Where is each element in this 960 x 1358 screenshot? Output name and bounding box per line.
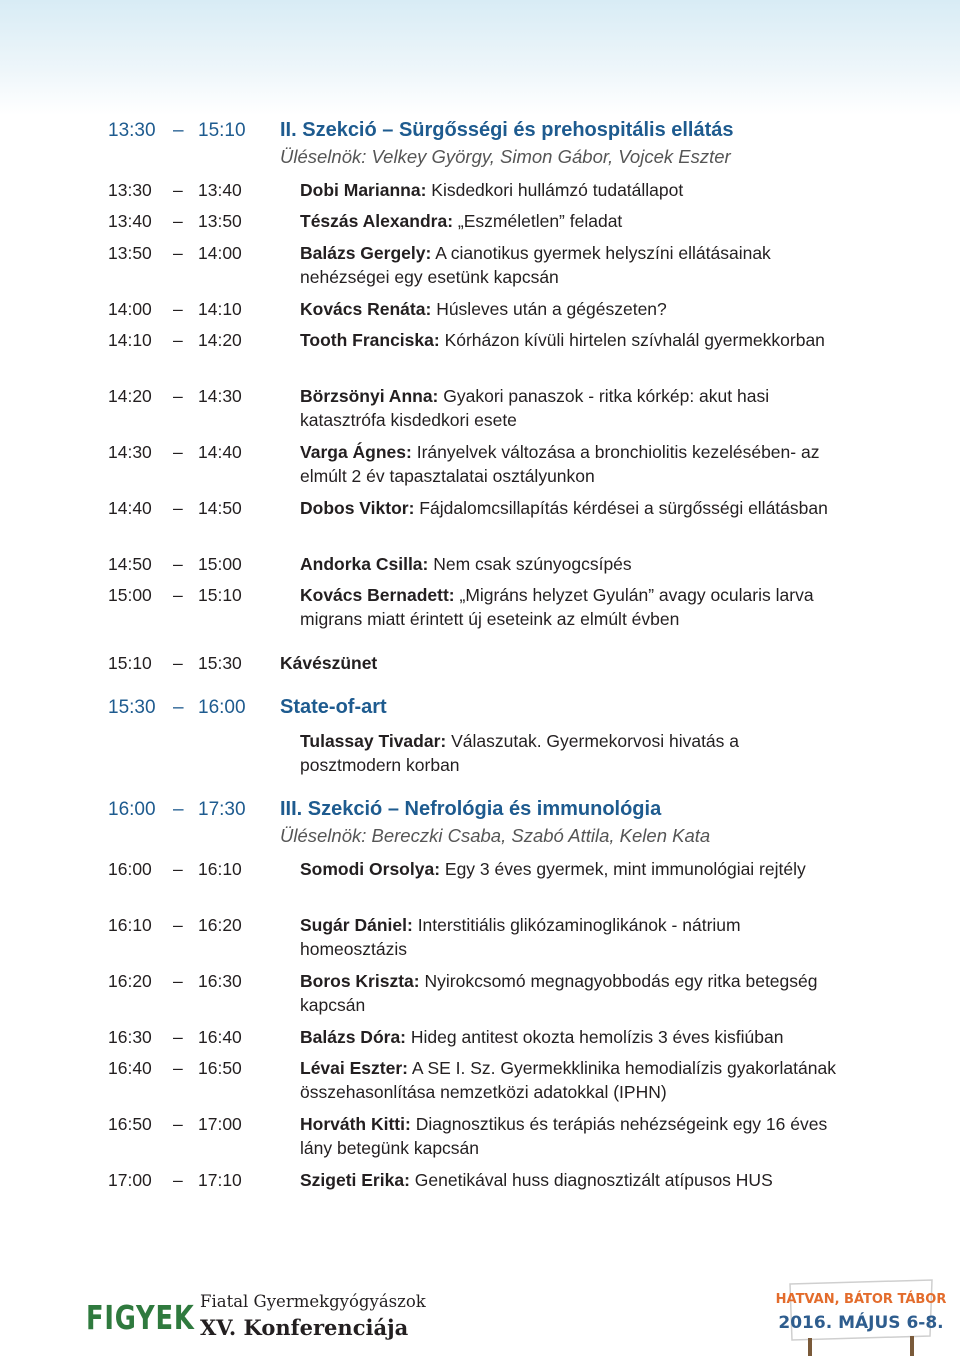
talk-title: Nyirokcsomó megnagyobbodás egy ritka betegség kapcsán [300, 971, 818, 1015]
talk-entry [300, 328, 840, 352]
talk-end-time: 16:40 [198, 1027, 242, 1047]
talk-entry [300, 969, 840, 1017]
figyek-logo: FIGYEK [86, 1298, 195, 1337]
talk-entry [300, 1112, 840, 1160]
state-of-art-start-time: 15:30 [108, 697, 156, 718]
talk-end-time: 13:40 [198, 180, 242, 200]
session-chairs: Üléselnök: Bereczki Csaba, Szabó Attila, Kelen Kata [280, 825, 711, 846]
talk-title: Húsleves után a gégészeten? [436, 299, 667, 319]
talk-entry [300, 729, 840, 777]
talk-title: Gyakori panaszok - ritka kórkép: akut hasi katasztrófa kisdedkori esete [300, 386, 770, 430]
talk-end-time: 16:30 [198, 971, 242, 991]
talk-title: Válaszutak. Gyermekorvosi hivatás a posztmodern korban [300, 731, 740, 775]
time-dash: – [173, 697, 184, 718]
talk-start-time: 14:50 [108, 554, 152, 574]
talk-entry [300, 297, 840, 321]
talk-start-time: 16:40 [108, 1058, 152, 1078]
talk-entry [300, 1025, 840, 1049]
time-dash: – [173, 330, 183, 350]
talk-end-time: 14:20 [198, 330, 242, 350]
session-end-time: 17:30 [198, 799, 246, 820]
talk-entry [300, 1168, 840, 1192]
talk-speaker: Varga Ágnes: [300, 442, 412, 462]
talk-end-time: 15:00 [198, 554, 242, 574]
talk-speaker: Horváth Kitti: [300, 1114, 411, 1134]
session-start-time: 16:00 [108, 799, 156, 820]
talk-title: Genetikával huss diagnosztizált atípusos HUS [414, 1170, 773, 1190]
time-dash: – [173, 120, 184, 141]
time-dash: – [173, 653, 183, 673]
session-title: II. Szekció – Sürgősségi és prehospitális ellátás [280, 119, 734, 141]
badge-location: HATVAN, BÁTOR TÁBOR [775, 1292, 947, 1307]
break-label: Kávészünet [280, 653, 378, 673]
badge-post-left [808, 1338, 812, 1356]
talk-speaker: Börzsönyi Anna: [300, 386, 439, 406]
talk-speaker: Szigeti Erika: [300, 1170, 410, 1190]
talk-title: „Eszméletlen” feladat [457, 211, 623, 231]
talk-start-time: 14:30 [108, 442, 152, 462]
conference-name-line1: Fiatal Gyermekgyógyászok [200, 1292, 426, 1311]
talk-start-time: 14:10 [108, 330, 152, 350]
talk-speaker: Dobi Marianna: [300, 180, 427, 200]
time-dash: – [173, 442, 183, 462]
time-dash: – [173, 1170, 183, 1190]
talk-end-time: 13:50 [198, 211, 242, 231]
talk-title: Egy 3 éves gyermek, mint immunológiai rejtély [444, 859, 806, 879]
break-start-time: 15:10 [108, 653, 152, 673]
talk-start-time: 14:40 [108, 498, 152, 518]
badge-date: 2016. MÁJUS 6-8. [778, 1313, 944, 1333]
talk-speaker: Kovács Renáta: [300, 299, 432, 319]
talk-entry [300, 1056, 840, 1104]
state-of-art-end-time: 16:00 [198, 697, 246, 718]
time-dash: – [173, 243, 183, 263]
talk-end-time: 16:50 [198, 1058, 242, 1078]
talk-start-time: 13:50 [108, 243, 152, 263]
talk-start-time: 15:00 [108, 585, 152, 605]
talk-start-time: 17:00 [108, 1170, 152, 1190]
talk-end-time: 14:00 [198, 243, 242, 263]
talk-speaker: Lévai Eszter: [300, 1058, 408, 1078]
talk-title: Hideg antitest okozta hemolízis 3 éves kisfiúban [410, 1027, 784, 1047]
time-dash: – [173, 915, 183, 935]
talk-entry [300, 209, 840, 233]
talk-end-time: 15:10 [198, 585, 242, 605]
time-dash: – [173, 498, 183, 518]
talk-title: Kórházon kívüli hirtelen szívhalál gyermekkorban [444, 330, 825, 350]
talk-end-time: 14:30 [198, 386, 242, 406]
time-dash: – [173, 799, 184, 820]
state-of-art-title: State-of-art [280, 696, 387, 718]
talk-start-time: 16:50 [108, 1114, 152, 1134]
talk-speaker: Kovács Bernadett: [300, 585, 455, 605]
talk-title: Diagnosztikus és terápiás nehézségeink egy 16 éves lány betegünk kapcsán [300, 1114, 828, 1158]
talk-start-time: 16:30 [108, 1027, 152, 1047]
talk-end-time: 14:40 [198, 442, 242, 462]
talk-title: „Migráns helyzet Gyulán” avagy ocularis larva migrans miatt érintett új eseteink az elmúlt évben [300, 585, 814, 629]
talk-start-time: 16:00 [108, 859, 152, 879]
talk-end-time: 17:10 [198, 1170, 242, 1190]
talk-speaker: Balázs Dóra: [300, 1027, 407, 1047]
time-dash: – [173, 1114, 183, 1134]
talk-entry [300, 440, 840, 488]
time-dash: – [173, 1027, 183, 1047]
break-end-time: 15:30 [198, 653, 242, 673]
footer [0, 1270, 960, 1358]
talk-start-time: 13:40 [108, 211, 152, 231]
talk-end-time: 16:10 [198, 859, 242, 879]
talk-speaker: Balázs Gergely: [300, 243, 432, 263]
talk-title: Irányelvek változása a bronchiolitis kezelésében- az elmúlt 2 év tapasztalatai osztályunkon [300, 442, 820, 486]
conference-name-line2: XV. Konferenciája [200, 1315, 409, 1340]
talk-entry [300, 913, 840, 961]
event-badge [775, 1278, 947, 1356]
talk-speaker: Sugár Dániel: [300, 915, 413, 935]
session-chairs: Üléselnök: Velkey György, Simon Gábor, Vojcek Eszter [280, 146, 731, 167]
talk-title: Interstitiális glikózaminoglikánok - nátrium homeosztázis [300, 915, 741, 959]
talk-entry [300, 241, 840, 289]
time-dash: – [173, 211, 183, 231]
talk-entry [300, 178, 840, 202]
talk-entry [300, 857, 840, 881]
talk-title: Kisdedkori hullámzó tudatállapot [431, 180, 684, 200]
talk-start-time: 16:10 [108, 915, 152, 935]
time-dash: – [173, 585, 183, 605]
session-title: III. Szekció – Nefrológia és immunológia [280, 798, 662, 820]
talk-speaker: Tészás Alexandra: [300, 211, 454, 231]
time-dash: – [173, 1058, 183, 1078]
talk-end-time: 14:50 [198, 498, 242, 518]
talk-end-time: 14:10 [198, 299, 242, 319]
talk-start-time: 16:20 [108, 971, 152, 991]
talk-speaker: Tulassay Tivadar: [300, 731, 447, 751]
talk-entry [300, 552, 840, 576]
talk-start-time: 13:30 [108, 180, 152, 200]
session-end-time: 15:10 [198, 120, 246, 141]
talk-entry [300, 496, 840, 520]
talk-speaker: Somodi Orsolya: [300, 859, 441, 879]
time-dash: – [173, 180, 183, 200]
talk-entry [300, 384, 840, 432]
talk-end-time: 16:20 [198, 915, 242, 935]
talk-speaker: Andorka Csilla: [300, 554, 429, 574]
time-dash: – [173, 971, 183, 991]
talk-title: A SE I. Sz. Gyermekklinika hemodialízis gyakorlatának összehasonlítása nemzetközi adatokkal (IPHN) [300, 1058, 836, 1102]
talk-title: Nem csak szúnyogcsípés [433, 554, 632, 574]
time-dash: – [173, 299, 183, 319]
time-dash: – [173, 859, 183, 879]
talk-title: A cianotikus gyermek helyszíni ellátásainak nehézségei egy esetünk kapcsán [300, 243, 771, 287]
talk-speaker: Dobos Viktor: [300, 498, 415, 518]
talk-speaker: Boros Kriszta: [300, 971, 420, 991]
talk-start-time: 14:00 [108, 299, 152, 319]
talk-end-time: 17:00 [198, 1114, 242, 1134]
badge-post-right [910, 1336, 914, 1356]
time-dash: – [173, 554, 183, 574]
talk-title: Fájdalomcsillapítás kérdései a sürgősségi ellátásban [419, 498, 828, 518]
talk-start-time: 14:20 [108, 386, 152, 406]
talk-entry [300, 583, 840, 631]
time-dash: – [173, 386, 183, 406]
talk-speaker: Tooth Franciska: [300, 330, 440, 350]
session-start-time: 13:30 [108, 120, 156, 141]
